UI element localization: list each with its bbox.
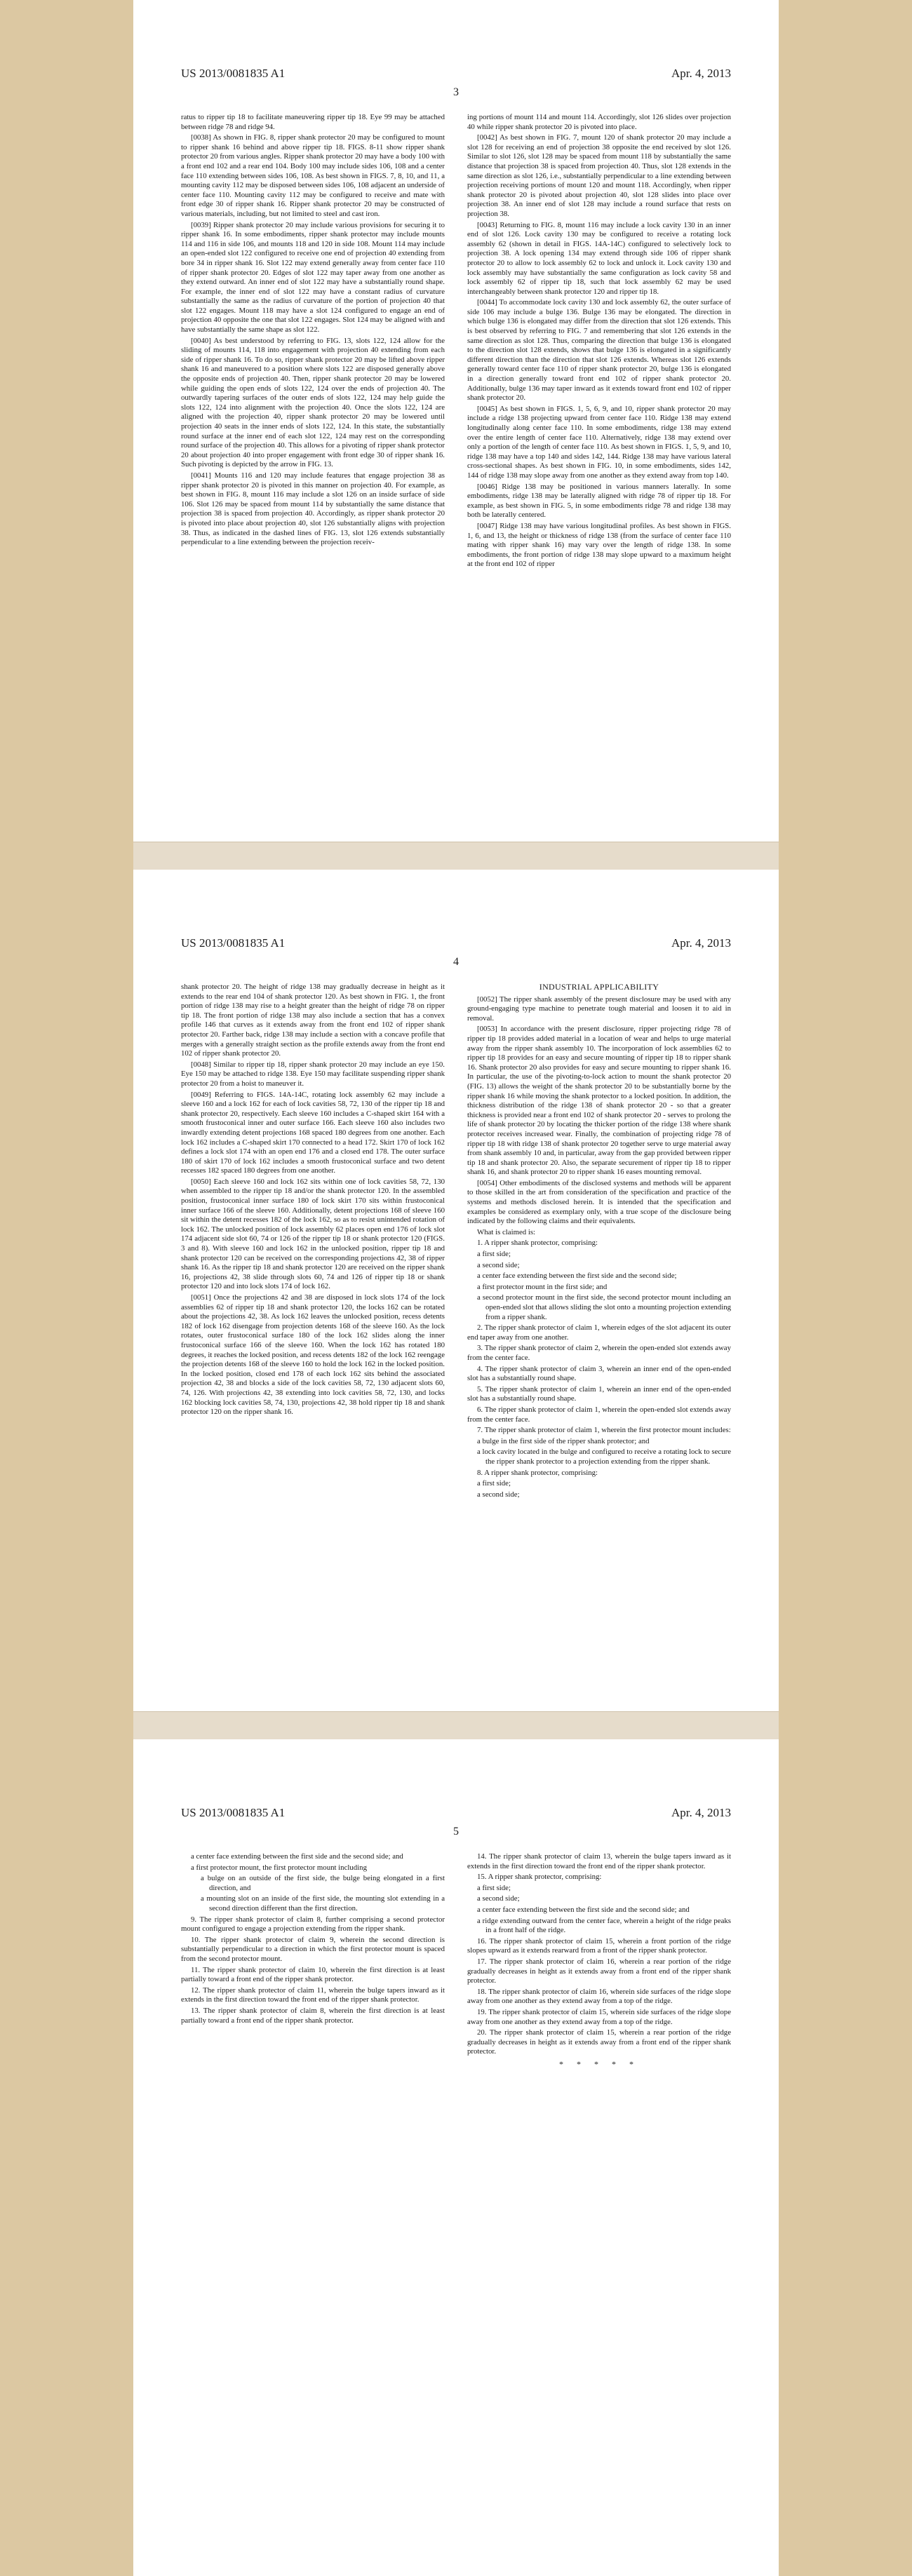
paragraph-0046: [0046] Ridge 138 may be positioned in various manners laterally. In some embodiments, ridge 138 may be laterally aligned with ridge 78 of ripper tip 18. For example, as best shown in FIG. 5, in some embodiments ridge 78 and ridge 138 may both be laterally centered. bbox=[467, 482, 731, 520]
paragraph-0049: [0049] Referring to FIGS. 14A-14C, rotating lock assembly 62 may include a sleeve 160 and a lock 162 for each of lock cavities 58, 72, 130 of the ripper tip 18 and shank protector 20, respectively. Each sleeve 160 includes a C-shaped skirt 164 with a smooth frustoconical inner and outer surface 166. Each sleeve 160 also includes two inwardly extending detent projections 168 spaced 180 degrees from one another. Each lock 162 includes a C-shaped skirt 170 connected to a head 172. Skirt 170 of lock 162 defines a lock slot 174 with an open end 176 and a closed end 178. The outer surface 180 of skirt 170 of lock 162 includes a smooth frustoconical surface and two detent recesses 182 spaced 180 degrees from one another. bbox=[181, 1090, 445, 1175]
claim: 4. The ripper shank protector of claim 3, wherein an inner end of the open-ended slot has a substantially round shape. bbox=[467, 1364, 731, 1383]
claim-element: a center face extending between the first side and the second side; and bbox=[477, 1905, 690, 1914]
claim: 11. The ripper shank protector of claim 10, wherein the first direction is at least partially toward a front end of the ripper shank protector. bbox=[181, 1965, 445, 1984]
paragraph-0054: [0054] Other embodiments of the disclosed systems and methods will be apparent to those skilled in the art from consideration of the specification and practice of the systems and methods disclosed herein. It is intended that the specification and examples be considered as exemplary only, with a true scope of the disclosure being indicated by the following claims and their equivalents. bbox=[467, 1178, 731, 1226]
text-columns bbox=[181, 1852, 731, 2069]
publication-number: US 2013/0081835 A1 bbox=[181, 1806, 286, 1819]
paragraph-0050: [0050] Each sleeve 160 and lock 162 sits within one of lock cavities 58, 72, 130 when assembled to the ripper tip 18 and/or the shank protector 120. In the assembled position, frustoconical inner surface 180 of lock skirt 170 sits within frustoconical inner surface 166 of the sleeve 160. Additionally, detent projections 168 of sleeve 160 sit within the detent recesses 182 of the lock 162, so as to resist unintended rotation of lock 162. The unlocked position of lock assembly 62 places open end 176 of lock slot 174 adjacent side slot 60, 74 or 126 of the ripper tip 18 or shank protector 120 (FIGS. 3 and 8). With sleeve 160 and lock 162 in the unlocked position, ripper tip 18 and shank protector 120 can be received on the corresponding projections 42, 38 of ripper shank 16. As the ripper tip 18 and shank protector 120 are received on the ripper shank 16, projections 42, 38 slide through slots 60, 74 and 126 of ripper tip 18 or shank protector 120 and into lock slots 174 of lock 162. bbox=[181, 1177, 445, 1291]
claim: 7. The ripper shank protector of claim 1, wherein the first protector mount includes: bbox=[477, 1426, 731, 1435]
claim: 3. The ripper shank protector of claim 2, wherein the open-ended slot extends away from the center face. bbox=[467, 1344, 731, 1362]
claim: 9. The ripper shank protector of claim 8, further comprising a second protector mount configured to engage a projection extending from the ripper shank. bbox=[181, 1915, 445, 1934]
page-header bbox=[181, 67, 731, 83]
paragraph-0044: [0044] To accommodate lock cavity 130 and lock assembly 62, the outer surface of side 106 may include a bulge 136. Bulge 136 may be elongated. The direction in which bulge 136 is elongated may differ from the direction that slot 126 extends. This is best observed by referring to FIG. 7 and remembering that slot 126 extends in the same direction as slot 128. Thus, comparing the direction that bulge 136 is elongated to the direction slot 128 extends, shows that bulge 136 is elongated in a significantly different direction than the direction that slot 126 extends. Whereas slot 126 extends generally toward center face 110 of ripper shank protector 20, bulge 136 is elongated in a direction generally toward front end 102 of ripper shank protector 20. Additionally, bulge 136 may taper inward as it extends toward front end 102 of ripper shank protector 20. bbox=[467, 298, 731, 403]
claim: 15. A ripper shank protector, comprising: bbox=[477, 1873, 602, 1882]
document-page-5 bbox=[133, 1739, 779, 2576]
page-header bbox=[181, 936, 731, 953]
publication-date: Apr. 4, 2013 bbox=[671, 67, 731, 80]
claim-element: a first side; bbox=[477, 1883, 511, 1892]
claim: 1. A ripper shank protector, comprising: bbox=[477, 1239, 598, 1248]
paragraph: ing portions of mount 114 and mount 114. Accordingly, slot 126 slides over projection 40 while ripper shank protector 20 is pivoted into place. bbox=[467, 113, 731, 131]
claim-element: a mounting slot on an inside of the first side, the mounting slot extending in a second direction different than the first direction. bbox=[201, 1894, 445, 1913]
claim-element: a first protector mount in the first side; and bbox=[477, 1282, 608, 1291]
paragraph-0045: [0045] As best shown in FIGS. 1, 5, 6, 9, and 10, ripper shank protector 20 may include a ridge 138 projecting upward from center face 110. Ridge 138 may extend longitudinally along center face 110. In some embodiments, ridge 138 may extend over the entire length of center face 110. Alternatively, ridge 138 may extend over only a portion of the length of center face 110. As best shown in FIGS. 1, 5, 9, and 10, ridge 138 may have a top 140 and sides 142, 144. Ridge 138 may have various lateral cross-sectional shapes. As best shown in FIG. 10, in some embodiments, sides 142, 144 of ridge 138 may slope away from one another as they extend away from top 140. bbox=[467, 404, 731, 480]
claim-element: a center face extending between the first side and the second side; and bbox=[191, 1852, 403, 1861]
claim-element: a bulge on an outside of the first side, the bulge being elongated in a first direction, and bbox=[201, 1874, 445, 1892]
paragraph: shank protector 20. The height of ridge 138 may gradually decrease in height as it extends to the rear end 104 of shank protector 120. As best shown in FIG. 1, the front portion of ridge 138 may rise to a height greater than the height of ridge 78 on ripper tip 18. The front portion of ridge 138 may also include a section that has a convex profile 146 that curves as it extends away from the front end 102 of ripper shank protector 20. Farther back, ridge 138 may include a section with a concave profile that merges with a generally straight section as the profile extends away from the front end 102 of ripper shank protector 20. bbox=[181, 983, 445, 1058]
paragraph-0042: [0042] As best shown in FIG. 7, mount 120 of shank protector 20 may include a slot 128 for receiving an end of projection 38 opposite the end received by slot 126. Similar to slot 126, slot 128 may be spaced from mount 118 by substantially the same distance that projection 38 is spaced from projection 40. Thus, slot 128 extends in the same direction as slot 126, i.e., substantially perpendicular to a line extending between projection receiving portions of mount 120 and mount 118. Accordingly, when ripper shank protector 20 is pivoted about projection 40, slot 128 slides into place over projection 38. An inner end of slot 128 may include a round surface that rests on projection 38. bbox=[467, 133, 731, 218]
paragraph-0041: [0041] Mounts 116 and 120 may include features that engage projection 38 as ripper shank protector 20 is pivoted in this manner on projection 40. For example, as best shown in FIG. 8, mount 116 may include a slot 126 on an inside surface of side 106. Slot 126 may be spaced from mount 114 by substantially the same distance that projection 38 is spaced from projection 40. Accordingly, as ripper shank protector 20 is pivoted into place about projection 40, slot 126 substantially aligns with projection 38. Thus, as indicated in the dashed lines of FIG. 13, slot 126 extends substantially perpendicular to a line extending between the projection receiv- bbox=[181, 471, 445, 547]
claim: 17. The ripper shank protector of claim 16, wherein a rear portion of the ridge gradually decreases in height as it extends away from a front end of the ripper shank protector. bbox=[467, 1957, 731, 1985]
claim-element: a bulge in the first side of the ripper shank protector; and bbox=[477, 1436, 650, 1445]
text-columns bbox=[181, 983, 731, 1501]
page-gap bbox=[133, 842, 779, 871]
publication-number: US 2013/0081835 A1 bbox=[181, 67, 286, 80]
claim-element: a second protector mount in the first side, the second protector mount including an open-ended slot that allows sliding the slot onto a mounting projection extending from a ripper shank. bbox=[477, 1293, 731, 1321]
claim: 14. The ripper shank protector of claim 13, wherein the bulge tapers inward as it extends in the first direction toward the front end of the ripper shank protector. bbox=[467, 1852, 731, 1870]
claim-element: a first side; bbox=[477, 1250, 511, 1259]
claim-element: a first protector mount, the first protector mount including bbox=[191, 1863, 367, 1872]
page-header bbox=[181, 1806, 731, 1823]
claim: 8. A ripper shank protector, comprising: bbox=[477, 1468, 598, 1477]
claim: 19. The ripper shank protector of claim 15, wherein side surfaces of the ridge slope away from one another as they extend away from a top of the ridge. bbox=[467, 2007, 731, 2026]
claim: 16. The ripper shank protector of claim 15, wherein a front portion of the ridge slopes upward as it extends rearward from a front of the ripper shank protector. bbox=[467, 1936, 731, 1955]
claim: 2. The ripper shank protector of claim 1, wherein edges of the slot adjacent its outer end taper away from one another. bbox=[467, 1323, 731, 1342]
claim: 13. The ripper shank protector of claim 8, wherein the first direction is at least partially toward a front end of the ripper shank protector. bbox=[181, 2006, 445, 2025]
end-of-document-mark: * * * * * bbox=[559, 2058, 639, 2069]
claim-element: a second side; bbox=[477, 1894, 520, 1903]
paragraph: ratus to ripper tip 18 to facilitate maneuvering ripper tip 18. Eye 99 may be attached between ridge 78 and ridge 94. bbox=[181, 113, 445, 131]
claim: 12. The ripper shank protector of claim 11, wherein the bulge tapers inward as it extends in the first direction toward the front end of the ripper shank protector. bbox=[181, 1985, 445, 2004]
text-columns bbox=[181, 113, 731, 571]
left-column bbox=[181, 113, 445, 571]
page-number: 4 bbox=[453, 956, 459, 968]
document-page-3 bbox=[133, 0, 779, 842]
paragraph-0038: [0038] As shown in FIG. 8, ripper shank protector 20 may be configured to mount to ripper shank 16 behind and above ripper tip 18. FIGS. 8-11 show ripper shank protector 20 from various angles. Ripper shank protector 20 may have a body 100 with a front end 102 and a rear end 104. Body 100 may include sides 106, 108 and a center face 110 extending between sides 106, 108. As best shown in FIGS. 7, 8, 10, and 11, a mounting cavity 112 may be disposed between sides 106, 108 adjacent an underside of center face 110. Mounting cavity 112 may be configured to receive and mate with front edge 30 of ripper shank 16. Ripper shank protector 20 may be constructed of various materials, including, but not limited to steel and cast iron. bbox=[181, 133, 445, 218]
paragraph-0052: [0052] The ripper shank assembly of the present disclosure may be used with any ground-engaging type machine to penetrate tough material and loosen it to aid in removal. bbox=[467, 994, 731, 1023]
claim-element: a second side; bbox=[477, 1260, 520, 1269]
claim-element: a second side; bbox=[477, 1490, 520, 1499]
paragraph-0048: [0048] Similar to ripper tip 18, ripper shank protector 20 may include an eye 150. Eye 150 may be attached to ridge 138. Eye 150 may facilitate suspending ripper shank protector 20 from a hoist to maneuver it. bbox=[181, 1060, 445, 1088]
section-heading: INDUSTRIAL APPLICABILITY bbox=[539, 982, 659, 992]
left-column bbox=[181, 983, 445, 1501]
claim-element: a ridge extending outward from the center face, wherein a height of the ridge peaks in a front half of the ridge. bbox=[477, 1916, 731, 1935]
page-number: 5 bbox=[453, 1826, 459, 1837]
claim: 20. The ripper shank protector of claim 15, wherein a rear portion of the ridge gradually decreases in height as it extends away from a front end of the ripper shank protector. bbox=[467, 2028, 731, 2056]
left-column bbox=[181, 1852, 445, 2069]
claim: 10. The ripper shank protector of claim 9, wherein the second direction is substantially perpendicular to a direction in which the first protector mount is spaced from the second protector mount. bbox=[181, 1935, 445, 1963]
claim: 5. The ripper shank protector of claim 1, wherein an inner end of the open-ended slot has a substantially round shape. bbox=[467, 1384, 731, 1403]
right-column bbox=[467, 113, 731, 571]
right-column bbox=[467, 983, 731, 1501]
paragraph-0047: [0047] Ridge 138 may have various longitudinal profiles. As best shown in FIGS. 1, 6, and 13, the height or thickness of ridge 138 (from the surface of center face 110 mating with ripper shank 16) may vary over the length of ridge 138. In some embodiments, the front portion of ridge 138 may slope upward to a maximum height at the front end 102 of ripper bbox=[467, 521, 731, 569]
claim-element: a first side; bbox=[477, 1479, 511, 1488]
document-page-4 bbox=[133, 870, 779, 1711]
publication-date: Apr. 4, 2013 bbox=[671, 1806, 731, 1819]
paragraph-0051: [0051] Once the projections 42 and 38 are disposed in lock slots 174 of the lock assemblies 62 of ripper tip 18 and shank protector 120, the locks 162 can be rotated about the projections 42, 38. As lock 162 leaves the unlocked position, recess detents 182 of lock 162 disengage from projection detents 168 of the sleeve 160. As the lock rotates, outer frustoconical surface 180 of the lock 162 slides along the inner frustoconical surface 166 of the sleeve 160. When the lock 162 has rotated 180 degrees, it reaches the locked position, and recess detents 182 of the lock 162 reengage the projection detents 168 of the sleeve 160 to hold the lock 162 in the locked position. In the locked position, closed end 178 of each lock 162 sits behind the associated projection 42, 38 and blocks a side of the lock cavities 58, 72, 130 adjacent slots 60, 74, 126. With projections 42, 38 extending into lock cavities 58, 72, 130, and locks 162 blocking lock cavities 58, 74, 130, projections 42, 38 hold ripper tip 18 and shank protector 120 on the ripper shank 16. bbox=[181, 1293, 445, 1417]
page-number: 3 bbox=[453, 86, 459, 98]
publication-number: US 2013/0081835 A1 bbox=[181, 936, 286, 950]
paragraph-0053: [0053] In accordance with the present disclosure, ripper projecting ridge 78 of ripper tip 18 provides added material in a location of wear and helps to urge material away from the ripper shank assembly 10. The incorporation of lock assemblies 62 to ripper tip 18 provides for an easy and secure mounting of ripper tip 18 to ripper shank 16. Shank protector 20 also provides for easy and secure mounting to ripper shank 16. In particular, the use of the pivoting-to-lock action to mount the shank protector 20 (FIG. 13) allows the weight of the shank protector 20 to be substantially borne by the ripper shank 16 while moving the shank protector to a locked position. In addition, the thickness distribution of the ridge 138 of shank protector 20 - so that a greater thickness is provided near a front end 102 of shank protector 20 - serves to prolong the life of shank protector 20 by locating the thicker portion of the ridge 138 where shank protector receives increased wear. Finally, the combination of projecting ridge 78 of ripper tip 18 with ridge 138 of shank protector 20 together serve to urge material away from shank assembly 10 and, in particular, away from the gap provided between ripper tip 18 and shank protector 20. Also, the separate securement of ripper tip 18 to ripper shank 16, and shank protector 20 to ripper shank 16 eases mounting removal. bbox=[467, 1025, 731, 1177]
page-gap bbox=[133, 1711, 779, 1741]
claim: 6. The ripper shank protector of claim 1, wherein the open-ended slot extends away from the center face. bbox=[467, 1405, 731, 1424]
paragraph-0043: [0043] Returning to FIG. 8, mount 116 may include a lock cavity 130 in an inner end of slot 126. Lock cavity 130 may be configured to receive a rotating lock assembly 62 (shown in detail in FIGS. 14A-14C) configured to selectively lock to projection 38. A lock opening 134 may extend through side 106 of ripper shank protector 20 to allow to lock assembly 62 to lock and unlock it. Lock cavity 130 and lock assembly may have substantially the same configuration as lock cavity 58 and lock assembly 62 of ripper tip 18, such that lock assembly 62 may be used interchangeably between shank protector 120 and ripper tip 18. bbox=[467, 220, 731, 296]
claims-intro: What is claimed is: bbox=[477, 1227, 536, 1236]
claim-element: a lock cavity located in the bulge and configured to receive a rotating lock to secure the ripper shank protector to a projection extending from the ripper shank. bbox=[477, 1448, 731, 1466]
paragraph-0040: [0040] As best understood by referring to FIG. 13, slots 122, 124 allow for the sliding of mounts 114, 118 into engagement with projection 40 extending from each side of ripper shank 16. To do so, ripper shank protector 20 may be lifted above ripper shank 16 and maneuvered to a position where slots 122 are disposed generally above the opposite ends of projection 40. Then, ripper shank protector 20 may be lowered while guiding the open ends of slots 122, 124 over the ends of projection 40. The outwardly tapering surfaces of the outer ends of slots 122, 124 may help guide the slots 122, 124 into alignment with the projection 40. Once the slots 122, 124 are aligned with the projection 40, ripper shank protector 20 may be lowered until projection 40 seats in the inner ends of slots 122, 124. In this state, the substantially round surface at the inner end of each slot 122, 124 may rest on the corresponding round surface of the projection 40. This allows for a pivoting of ripper shank protector 20 about projection 40 into proper engagement with front edge 30 of ripper shank 16. Such pivoting is depicted by the arrow in FIG. 13. bbox=[181, 336, 445, 469]
claim-element: a center face extending between the first side and the second side; bbox=[477, 1272, 677, 1281]
publication-date: Apr. 4, 2013 bbox=[671, 936, 731, 950]
right-column bbox=[467, 1852, 731, 2069]
paragraph-0039: [0039] Ripper shank protector 20 may include various provisions for securing it to ripper shank 16. In some embodiments, ripper shank protector may include mounts 114 and 116 in side 106, and mounts 118 and 120 in side 108. Mount 114 may include an open-ended slot 122 configured to receive one end of projection 40 extending from bore 34 in ripper shank 16. Slot 122 may extend generally away from center face 110 of ripper shank protector 20. Edges of slot 122 may taper away from one another as they extend outward. An inner end of slot 122 may have a substantially round shape. For example, the inner end of slot 122 may have a constant radius of curvature substantially the same as the radius of curvature of the portion of projection 40 that slot 122 engages. Mount 118 may have a slot 124 configured to engage an end of projection 40 opposite the one that slot 122 engages. Slot 124 may be aligned with and have substantially the same shape as slot 122. bbox=[181, 220, 445, 335]
claim: 18. The ripper shank protector of claim 16, wherein side surfaces of the ridge slope away from one another as they extend away from a top of the ridge. bbox=[467, 1987, 731, 2006]
